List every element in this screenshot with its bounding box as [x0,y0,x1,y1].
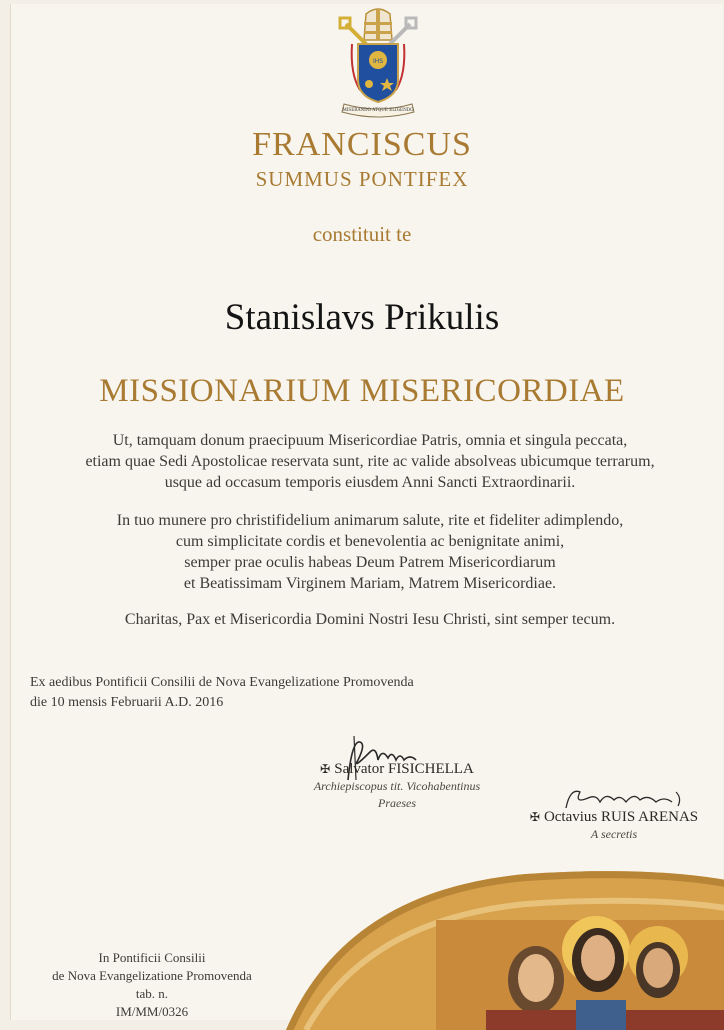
cross-icon: ✠ [529,810,540,824]
paragraph-line: usque ad occasum temporis eiusdem Anni Sancti Extraordinarii. [164,474,576,491]
papal-coat-of-arms [330,4,426,120]
pope-title: SUMMUS PONTIFEX [255,167,469,191]
cross-icon: ✠ [320,762,331,776]
paragraph-line: In tuo munere pro christifidelium animarum salute, rite et fideliter adimplendo, [116,512,624,529]
paragraph-absolution [0,430,724,493]
registry-number: IM/MM/0326 [115,1004,189,1019]
paragraph-blessing [0,609,724,630]
paragraph-mission [0,510,724,594]
president-role: Archiepiscopus tit. Vicohabentinus [313,779,481,793]
secretary-name: Octavius RUIS ARENAS [543,809,699,825]
registry-line: In Pontificii Consilii [98,950,206,965]
paragraph-line: Charitas, Pax et Misericordia Domini Nostri Iesu Christi, sint semper tecum. [124,611,616,628]
pope-name: FRANCISCUS [252,126,472,163]
paragraph-line: Ut, tamquam donum praecipuum Misericordiae Patris, omnia et singula peccata, [112,432,628,449]
paragraph-line: cum simplicitate cordis et benevolentia ac benignitate animi, [175,533,565,550]
paragraph-line: et Beatissimam Virginem Mariam, Matrem Misericordiae. [183,575,557,592]
president-office: Praeses [378,796,416,810]
paragraph-line: semper prae oculis habeas Deum Patrem Misericordiarum [184,554,556,571]
registry-line: tab. n. [135,986,169,1001]
paragraph-line: etiam quae Sedi Apostolicae reservata sunt, rite ac valide absolveas ubicumque terrarum, [85,453,655,470]
mosaic-artwork [286,860,724,1030]
svg-text:IHS: IHS [372,58,384,65]
issue-place: Ex aedibus Pontificii Consilii de Nova Evangelizatione Promovenda [30,675,414,690]
issue-date: die 10 mensis Februarii A.D. 2016 [30,695,224,710]
issue-statement [30,673,414,713]
registry-line: de Nova Evangelizatione Promovenda [52,968,252,983]
office-title: MISSIONARIUM MISERICORDIAE [99,373,625,409]
signature-block-president [286,760,508,812]
president-name: Salvator FISICHELLA [334,761,474,777]
registry-note [32,949,272,1021]
secretary-office: A secretis [590,827,638,841]
svg-text:MISERANDO ATQUE ELIGENDO: MISERANDO ATQUE ELIGENDO [342,107,414,112]
appointment-phrase: constituit te [312,222,412,246]
signature-block-secretary [514,808,714,843]
recipient-name: Stanislavs Prikulis [224,297,500,338]
